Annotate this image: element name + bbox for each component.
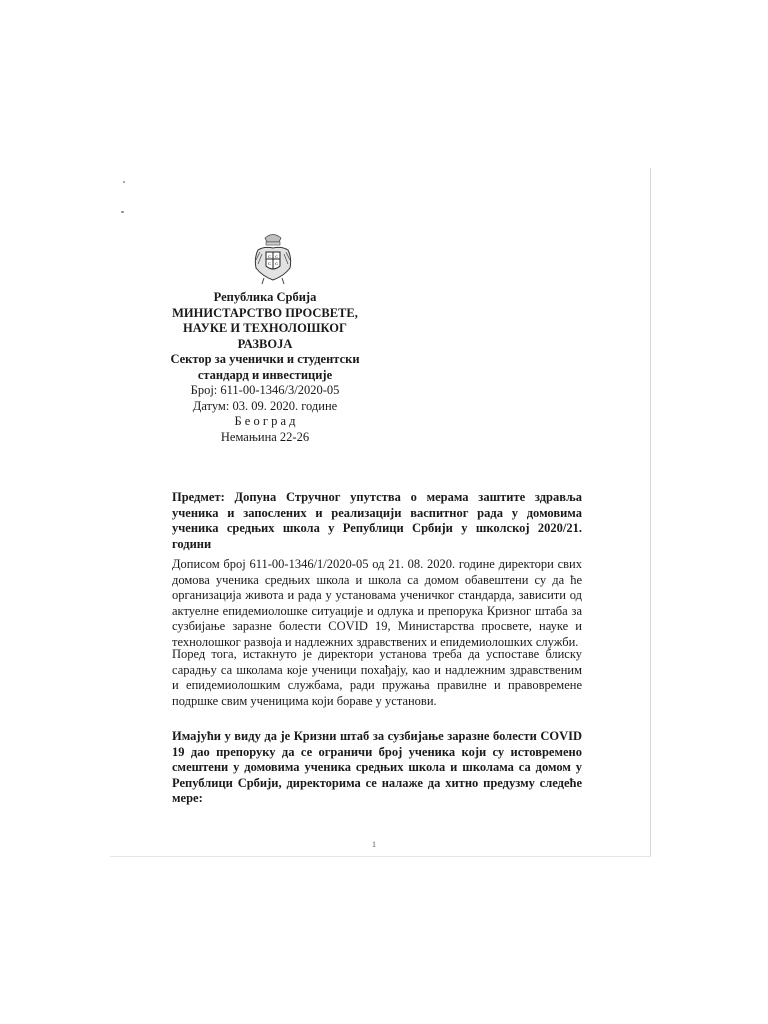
svg-text:С: С [274,254,279,259]
svg-text:С: С [274,261,279,266]
reference-number: Број: 611-00-1346/3/2020-05 [190,383,340,397]
scan-speck [121,211,124,213]
body-paragraph: Поред тога, истакнуто је директори установа треба да успоставе блиску сарадњу са школама које ученици похађају, као и надлежним здравственим и епидемиолошким службама, ради пружања правилне и правовремене подршке свим ученицима који бораве у установи. [172,647,582,708]
address: Немањина 22-26 [220,429,310,444]
ministry-name-line2: НАУКЕ И ТЕХНОЛОШКОГ [183,321,347,335]
svg-text:С: С [267,261,272,266]
sector-name-line2: стандард и инвестиције [197,367,333,382]
subject-line: Предмет: Допуна Стручног упутства о мерама заштите здравља ученика и запослених и реализацији васпитног рада у домовима ученика средњих школа у Републици Србији у школској 2020/21. години [172,490,582,551]
sector-name-line1: Сектор за ученички и студентски [170,352,360,366]
page-number: 1 [372,840,376,849]
document-date: Датум: 03. 09. 2020. године [192,398,338,413]
country-name: Република Србија [213,290,317,304]
ministry-name-line3: РАЗВОЈА [237,336,293,351]
city: Б е о г р а д [234,414,296,428]
body-paragraph-bold: Имајући у виду да је Кризни штаб за сузбијање заразне болести COVID 19 дао препоруку да се ограничи број ученика који су истовремено смештени у домовима ученика средњих школа и школама са домом у Републици Србији, директорима се налаже да хитно предузму следеће мере: [172,729,582,805]
serbian-coat-of-arms-icon [252,230,294,286]
scan-speck [123,181,125,183]
svg-text:С: С [267,254,272,259]
ministry-letterhead [160,290,370,445]
body-paragraph: Дописом број 611-00-1346/1/2020-05 од 21. 08. 2020. године директори свих домова ученика средњих школа и школа са домом обавештени су да ће организација живота и рада у установама ученичког стандарда, зависити од актуелне епидемиолошке ситуације и одлука и препорука Кризног штаба за сузбијање заразне болести COVID 19, Министарства просвете, науке и технолошког развоја и надлежних здравствених и епидемиолошких служби. [172,557,582,649]
ministry-name-line1: МИНИСТАРСТВО ПРОСВЕТЕ, [172,305,358,320]
